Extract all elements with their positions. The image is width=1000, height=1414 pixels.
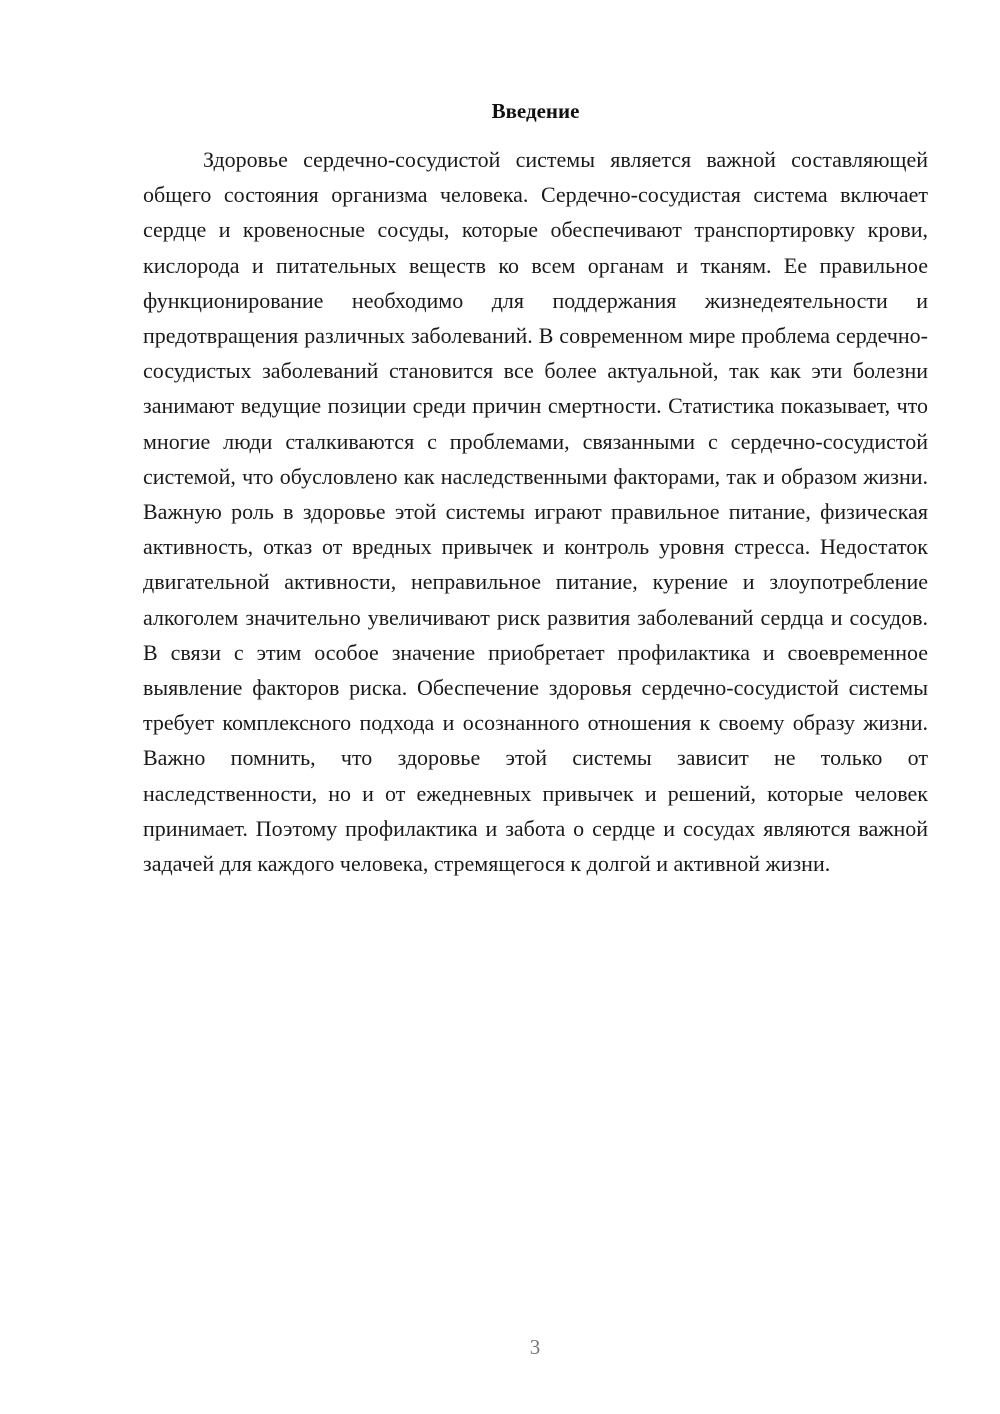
section-heading: Введение [491, 99, 580, 123]
page-number: 3 [529, 1335, 541, 1359]
body-paragraph: Здоровье сердечно-сосудистой системы является важной составляющей общего состояния организма человека. Сердечно-сосудистая система включает сердце и кровеносные сосуды, которые обеспечивают транспортировку крови, кислорода и питательных веществ ко всем органам и тканям. Ее правильное функционирование необходимо для поддержания жизнедеятельности и предотвращения различных заболеваний. В современном мире проблема сердечно-сосудистых заболеваний становится все более актуальной, так как эти болезни занимают ведущие позиции среди причин смертности. Статистика показывает, что многие люди сталкиваются с проблемами, связанными с сердечно-сосудистой системой, что обусловлено как наследственными факторами, так и образом жизни. Важную роль в здоровье этой системы играют правильное питание, физическая активность, отказ от вредных привычек и контроль уровня стресса. Недостаток двигательной активности, неправильное питание, курение и злоупотребление алкоголем значительно увеличивают риск развития заболеваний сердца и сосудов. В связи с этим особое значение приобретает профилактика и своевременное выявление факторов риска. Обеспечение здоровья сердечно-сосудистой системы требует комплексного подхода и осознанного отношения к своему образу жизни. Важно помнить, что здоровье этой системы зависит не только от наследственности, но и от ежедневных привычек и решений, которые человек принимает. Поэтому профилактика и забота о сердце и сосудах являются важной задачей для каждого человека, стремящегося к долгой и активной жизни. [143, 147, 928, 877]
